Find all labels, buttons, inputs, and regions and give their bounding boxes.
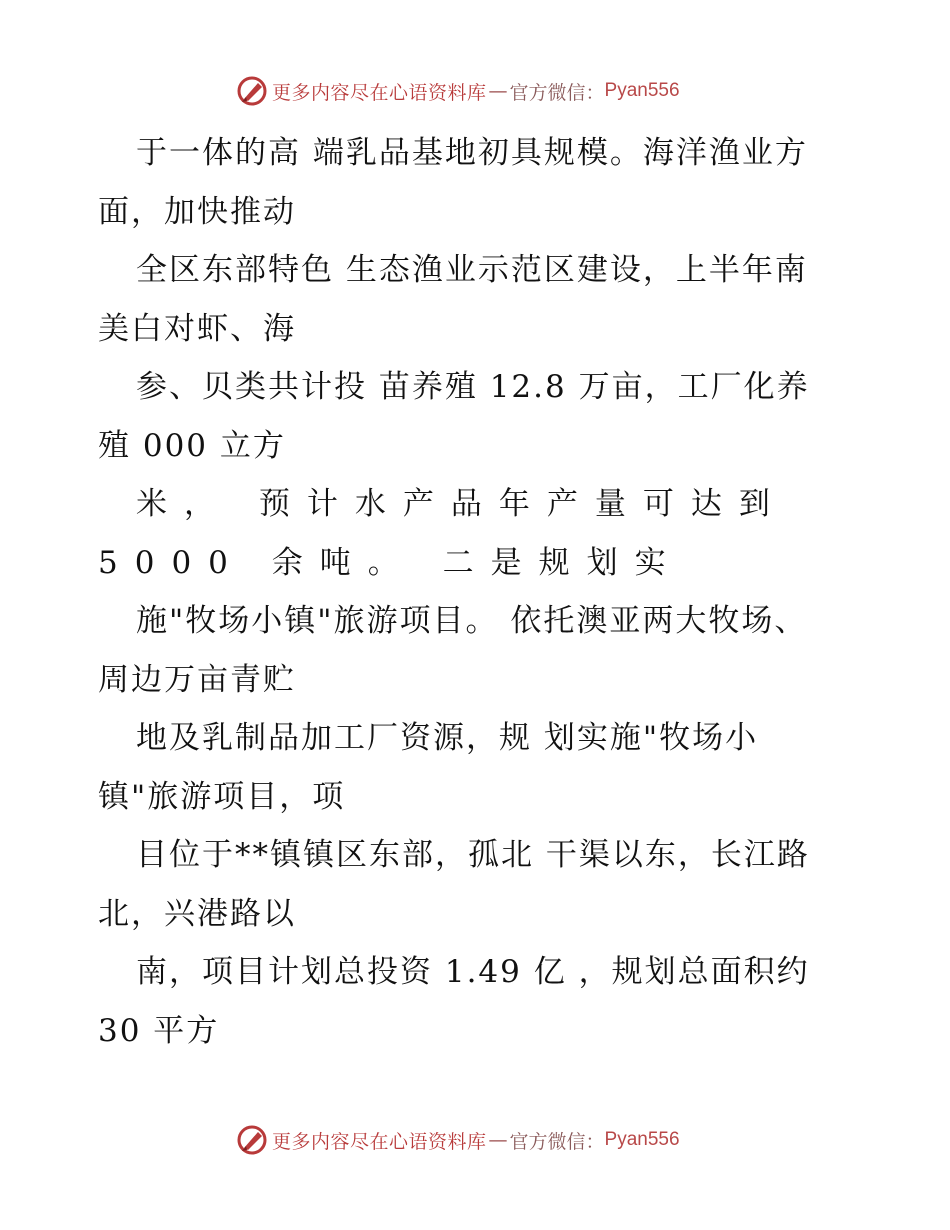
text-line: 30 平方 [98, 1012, 220, 1049]
watermark-dash: — [488, 80, 508, 102]
watermark-wechat-label: 官方微信： [509, 81, 605, 104]
text-line: 于一体的高 端乳品基地初具规模。海洋渔业方 [136, 135, 808, 171]
text-line: 施"牧场小镇"旅游项目。 依托澳亚两大牧场、 [136, 603, 808, 639]
pen-logo-icon [236, 75, 268, 107]
text-line: 5000 余吨。 二是规划实 [98, 544, 683, 581]
watermark-wechat-label: 官方微信： [509, 1130, 605, 1153]
text-line: 全区东部特色 生态渔业示范区建设，上半年南 [136, 252, 808, 288]
text-line: 参、贝类共计投 苗养殖 12.8 万亩，工厂化养 [136, 369, 810, 405]
watermark-wechat-id: Pyan556 [604, 1129, 680, 1150]
text-line: 南，项目计划总投资 1.49 亿 ，规划总面积约 [136, 954, 810, 990]
text-line: 周边万亩青贮 [98, 661, 296, 698]
watermark-wechat-id: Pyan556 [604, 80, 680, 101]
text-line: 镇"旅游项目，项 [98, 778, 346, 815]
text-line: 殖 000 立方 [98, 427, 286, 464]
text-line: 地及乳制品加工厂资源，规 划实施"牧场小 [136, 720, 759, 756]
header-watermark [236, 74, 680, 108]
watermark-text: 更多内容尽在心语资料库 [272, 1130, 487, 1153]
text-line: 面，加快推动 [98, 193, 296, 230]
document-body [98, 124, 838, 1060]
text-line: 米， 预计水产品年产量可达到 [136, 486, 787, 522]
text-line: 美白对虾、海 [98, 310, 296, 347]
footer-watermark [236, 1123, 680, 1157]
text-line: 目位于**镇镇区东部，孤北 干渠以东，长江路 [136, 837, 810, 873]
watermark-text: 更多内容尽在心语资料库 [272, 81, 487, 104]
watermark-dash: — [488, 1129, 508, 1151]
pen-logo-icon [236, 1124, 268, 1156]
text-line: 北，兴港路以 [98, 895, 296, 932]
